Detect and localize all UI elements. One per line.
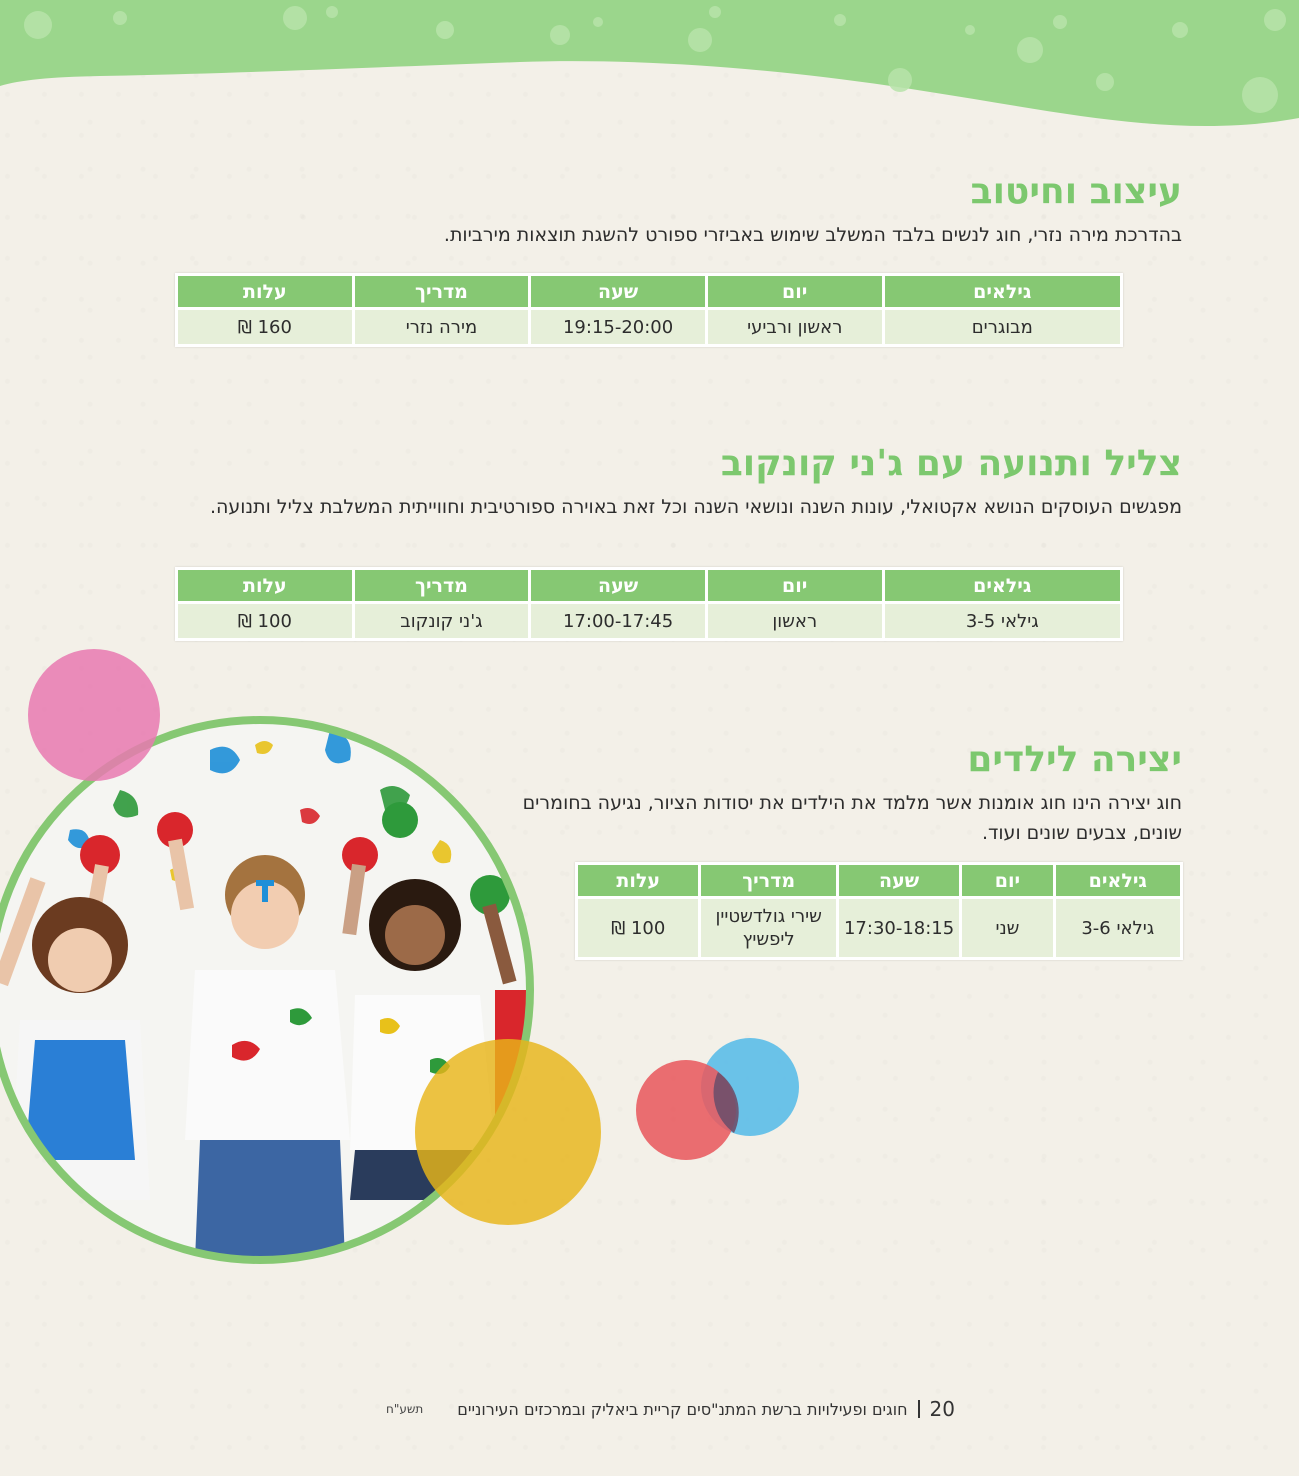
section-description: מפגשים העוסקים הנושא אקטואלי, עונות השנה ונושאי השנה וכל זאת באוירה ספורטיבית וחווייתית המשלבת צליל ותנועה.	[209, 496, 1182, 518]
cell-ages: גילאי 3-5	[885, 604, 1120, 638]
header-day: יום	[708, 276, 882, 307]
section-title: צליל ותנועה עם ג'ני קונקוב	[720, 443, 1182, 484]
header-cost: עלות	[178, 276, 352, 307]
cell-instructor: ג'ני קונקוב	[355, 604, 529, 638]
cell-hour: 19:15-20:00	[531, 310, 705, 344]
header-wave-decoration	[0, 0, 1299, 140]
section-description: בהדרכת מירה נזרי, חוג לנשים בלבד המשלב שימוש באביזרי ספורט להשגת תוצאות מירביות.	[443, 224, 1182, 246]
footer-text: חוגים ופעילויות ברשת המתנ"סים קריית ביאליק ובמרכזים העירוניים	[457, 1399, 908, 1419]
page-number: 20	[929, 1397, 955, 1421]
cell-cost: 100 ₪	[178, 604, 352, 638]
header-day: יום	[962, 865, 1052, 896]
cell-day: שני	[962, 899, 1052, 957]
page-footer	[340, 1397, 955, 1421]
footer-year-tag: תשע"ח	[385, 1402, 424, 1416]
cell-instructor: שירי גולדשטיין ליפשיץ	[701, 899, 835, 957]
table-row	[178, 604, 1120, 638]
header-ages: גילאים	[885, 276, 1120, 307]
schedule-table-crafts	[575, 862, 1183, 960]
cell-day: ראשון ורביעי	[708, 310, 882, 344]
header-day: יום	[708, 570, 882, 601]
section-design-toning	[150, 170, 1182, 250]
header-instructor: מדריך	[355, 276, 529, 307]
cell-cost: 100 ₪	[578, 899, 698, 957]
cell-cost: 160 ₪	[178, 310, 352, 344]
header-hour: שעה	[839, 865, 959, 896]
section-title: עיצוב וחיטוב	[970, 171, 1182, 212]
children-painting-photo-icon	[0, 640, 610, 1280]
schedule-table-sound	[175, 567, 1123, 641]
header-ages: גילאים	[1056, 865, 1180, 896]
section-sound-movement	[115, 442, 1182, 522]
table-header-row	[178, 276, 1120, 307]
header-instructor: מדריך	[701, 865, 835, 896]
cell-instructor: מירה נזרי	[355, 310, 529, 344]
header-instructor: מדריך	[355, 570, 529, 601]
section-kids-crafts	[520, 738, 1182, 848]
header-hour: שעה	[531, 276, 705, 307]
table-row	[178, 310, 1120, 344]
cell-ages: מבוגרים	[885, 310, 1120, 344]
section-description: חוג יצירה הינו חוג אומנות אשר מלמד את הילדים את יסודות הציור, נגיעה בחומרים שונים, צבעים שונים ועוד.	[522, 792, 1182, 844]
cell-hour: 17:00-17:45	[531, 604, 705, 638]
cell-ages: גילאי 3-6	[1056, 899, 1180, 957]
header-ages: גילאים	[885, 570, 1120, 601]
cell-hour: 17:30-18:15	[839, 899, 959, 957]
schedule-table-design	[175, 273, 1123, 347]
table-header-row	[578, 865, 1180, 896]
header-cost: עלות	[178, 570, 352, 601]
cell-day: ראשון	[708, 604, 882, 638]
header-cost: עלות	[578, 865, 698, 896]
table-header-row	[178, 570, 1120, 601]
section-title: יצירה לילדים	[967, 739, 1182, 780]
table-row	[578, 899, 1180, 957]
footer-divider	[918, 1400, 920, 1418]
header-hour: שעה	[531, 570, 705, 601]
red-blue-circles-decoration	[630, 1032, 800, 1162]
